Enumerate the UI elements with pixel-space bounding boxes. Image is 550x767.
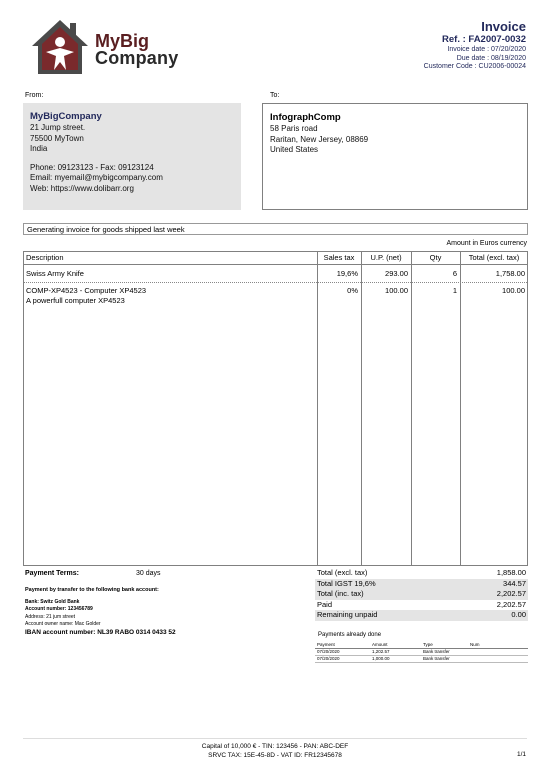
payments-row bbox=[315, 649, 528, 656]
footer-line: SRVC TAX: 15E-45-8D - VAT ID: FR12345678 bbox=[208, 751, 342, 759]
recipient-address-line: 58 Paris road bbox=[270, 124, 318, 133]
total-label: Total (inc. tax) bbox=[317, 589, 364, 598]
payments-cell: 07/20/2020 bbox=[317, 656, 340, 661]
total-row bbox=[315, 568, 528, 579]
row-total: 1,758.00 bbox=[495, 269, 525, 278]
recipient-address-line: Raritan, New Jersey, 08869 bbox=[270, 134, 369, 144]
sender-address-line: 21 Jump street. bbox=[30, 123, 86, 132]
total-value: 1,858.00 bbox=[496, 568, 526, 577]
total-row bbox=[315, 589, 528, 600]
bank-details bbox=[25, 587, 176, 636]
payments-cell: 1,202.57 bbox=[372, 649, 390, 654]
invoice-title: Invoice bbox=[481, 19, 526, 34]
footer-line: Capital of 10,000 € - TIN: 123456 - PAN: ABC-DEF bbox=[201, 743, 349, 750]
total-label: Total (excl. tax) bbox=[317, 568, 368, 577]
footer-divider bbox=[23, 738, 527, 739]
row-unit-price: 100.00 bbox=[385, 286, 408, 295]
company-logo-text bbox=[95, 33, 178, 67]
sender-address-box bbox=[23, 103, 241, 210]
row-unit-price: 293.00 bbox=[385, 269, 408, 278]
column-header-qty: Qty bbox=[429, 253, 442, 262]
row-total: 100.00 bbox=[502, 286, 525, 295]
column-header-description: Description bbox=[26, 253, 64, 262]
payments-cell: 1,000.00 bbox=[372, 656, 390, 661]
sender-address-line: India bbox=[30, 144, 48, 153]
bank-intro: Payment by transfer to the following bank account: bbox=[25, 587, 159, 593]
totals-block bbox=[315, 568, 528, 621]
invoice-note: Generating invoice for goods shipped last week bbox=[23, 223, 528, 235]
recipient-address-box bbox=[262, 103, 528, 210]
footer bbox=[0, 743, 550, 760]
bank-iban: IBAN account number: NL39 RABO 0314 0433 52 bbox=[25, 628, 176, 636]
payments-cell bbox=[470, 649, 520, 655]
payments-cell: Bank transfer bbox=[423, 656, 450, 661]
payments-cell: Bank transfer bbox=[423, 649, 450, 654]
bank-name: Bank: Switz Gold Bank bbox=[25, 598, 80, 605]
logo-line2: Company bbox=[95, 48, 179, 68]
payments-header-cell: Amount bbox=[372, 642, 388, 647]
total-label: Remaining unpaid bbox=[317, 610, 378, 619]
payment-terms-label: Payment Terms: bbox=[25, 570, 79, 577]
row-description: Swiss Army Knife bbox=[26, 269, 84, 278]
invoice-ref: Ref. : FA2007-0032 bbox=[442, 34, 526, 45]
line-items-table bbox=[23, 251, 528, 566]
payment-terms-value: 30 days bbox=[136, 570, 161, 577]
invoice-date: Invoice date : 07/20/2020 bbox=[447, 46, 526, 53]
sender-name: MyBigCompany bbox=[30, 111, 102, 122]
total-value: 0.00 bbox=[511, 610, 526, 619]
total-label: Total IGST 19,6% bbox=[317, 578, 376, 588]
customer-code: Customer Code : CU2006-00024 bbox=[423, 63, 526, 70]
total-value: 344.57 bbox=[503, 578, 526, 588]
sender-email: Email: myemail@mybigcompany.com bbox=[30, 173, 163, 182]
row-qty: 1 bbox=[452, 286, 457, 295]
to-label: To: bbox=[270, 92, 280, 99]
payments-table bbox=[315, 642, 528, 663]
payments-row bbox=[315, 656, 528, 663]
total-row bbox=[315, 600, 528, 611]
recipient-address-line: United States bbox=[270, 145, 319, 154]
total-row bbox=[315, 610, 528, 621]
row-description-detail: A powerfull computer XP4523 bbox=[26, 296, 125, 305]
sender-address-line: 75500 MyTown bbox=[30, 133, 84, 143]
row-sales-tax: 19,6% bbox=[336, 269, 358, 278]
total-label: Paid bbox=[317, 599, 333, 609]
row-qty: 6 bbox=[452, 269, 457, 278]
bank-account-number: Account number: 123456789 bbox=[25, 606, 93, 612]
invoice-header bbox=[424, 20, 526, 72]
bank-address: Address: 21 jum street bbox=[25, 613, 76, 620]
payments-cell: 07/20/2020 bbox=[317, 649, 340, 654]
payments-header-cell: Payment bbox=[317, 642, 335, 647]
row-sales-tax: 0% bbox=[347, 286, 358, 295]
row-description: COMP-XP4523 - Computer XP4523 bbox=[26, 286, 147, 295]
total-row bbox=[315, 579, 528, 590]
payments-title: Payments already done bbox=[318, 632, 382, 638]
due-date: Due date : 08/19/2020 bbox=[456, 54, 526, 62]
currency-note: Amount in Euros currency bbox=[446, 240, 527, 247]
payments-header-cell: Type bbox=[423, 642, 433, 647]
logo-line1: MyBig bbox=[95, 31, 149, 51]
bank-owner: Account owner name: Mac Golder bbox=[25, 621, 101, 627]
payments-header-row bbox=[315, 642, 528, 649]
recipient-name: InfographComp bbox=[270, 112, 341, 123]
from-label: From: bbox=[25, 92, 44, 99]
payments-cell bbox=[470, 656, 520, 662]
column-header-sales-tax: Sales tax bbox=[323, 253, 355, 262]
column-header-unit-price: U.P. (net) bbox=[370, 253, 402, 262]
page-number: 1/1 bbox=[516, 751, 526, 758]
payments-header-cell: Num bbox=[470, 642, 480, 647]
sender-phone: Phone: 09123123 - Fax: 09123124 bbox=[30, 162, 154, 172]
column-header-total: Total (excl. tax) bbox=[468, 253, 520, 262]
company-logo-icon bbox=[30, 18, 90, 76]
total-value: 2,202.57 bbox=[496, 599, 526, 609]
sender-web: Web: https://www.dolibarr.org bbox=[30, 183, 134, 193]
total-value: 2,202.57 bbox=[496, 589, 526, 598]
